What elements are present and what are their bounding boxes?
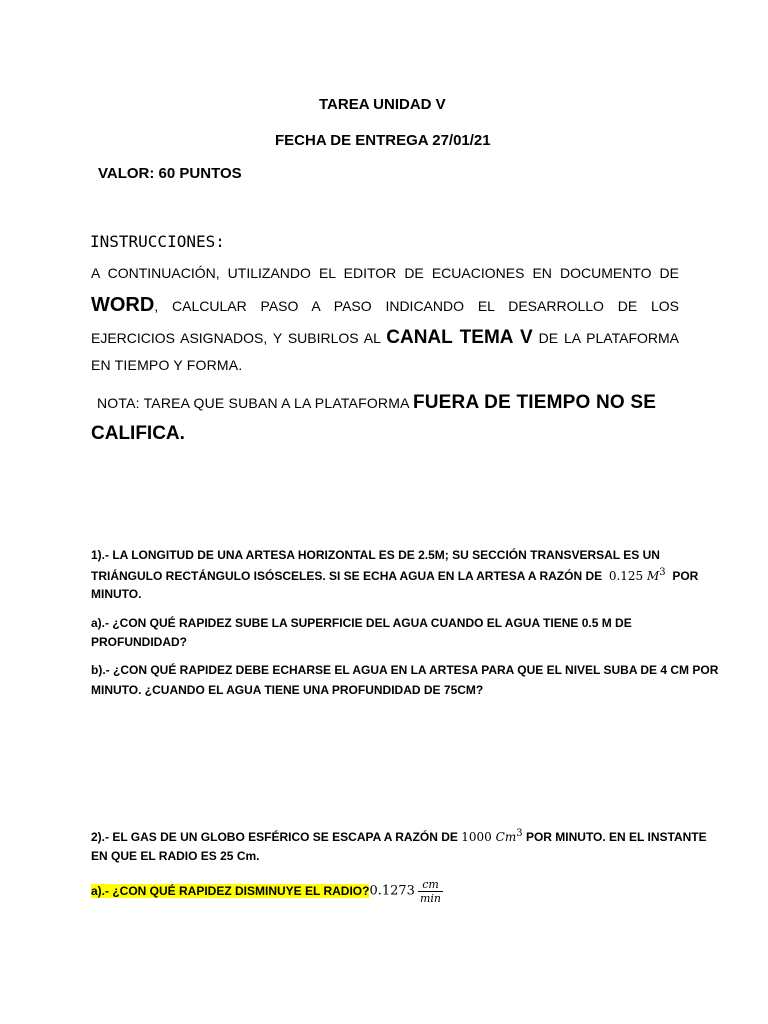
instructions-text: EJERCICIOS ASIGNADOS, Y SUBIRLOS AL (91, 330, 381, 346)
instructions-line-1 (91, 265, 679, 281)
instructions-line-4: EN TIEMPO Y FORMA. (91, 357, 243, 373)
exercise-2a-line (91, 878, 443, 905)
instructions-text: , CALCULAR PASO A PASO INDICANDO EL DESARROLLO DE LOS (154, 298, 679, 314)
exercise-2-text: POR MINUTO. EN EL INSTANTE (525, 830, 707, 844)
due-date: FECHA DE ENTREGA 27/01/21 (275, 132, 491, 149)
instructions-text: A CONTINUACIÓN, UTILIZANDO EL EDITOR DE ECUACIONES EN DOCUMENTO DE (91, 265, 679, 281)
answer-value: 0.1273 (369, 883, 415, 899)
exercise-2-text: 2).- EL GAS DE UN GLOBO ESFÉRICO SE ESCAPA A RAZÓN DE (91, 830, 458, 844)
exercise-1-line-1: 1).- LA LONGITUD DE UNA ARTESA HORIZONTAL ES DE 2.5M; SU SECCIÓN TRANSVERSAL ES UN (91, 548, 660, 562)
instructions-text: DE LA PLATAFORMA (538, 330, 680, 346)
instructions-line-3 (91, 326, 679, 350)
exercise-1-line-2 (91, 567, 698, 583)
gas-rate-unit: Cm (495, 830, 517, 844)
gas-rate-value: 1000 (461, 830, 492, 844)
rate-exponent: 3 (659, 567, 666, 578)
exercise-1-text: POR (672, 569, 699, 583)
rate-value: 0.125 (608, 569, 644, 583)
rate-formula (609, 569, 666, 583)
exercise-1-line-3: MINUTO. (91, 587, 142, 601)
exercise-2-line-2: EN QUE EL RADIO ES 25 Cm. (91, 849, 260, 863)
exercise-1a-line-2: PROFUNDIDAD? (91, 635, 187, 649)
note-emphasis: FUERA DE TIEMPO NO SE (412, 392, 657, 413)
exercise-1-text: TRIÁNGULO RECTÁNGULO ISÓSCELES. SI SE ECHA AGUA EN LA ARTESA A RAZÓN DE (91, 569, 603, 583)
exercise-2-line-1 (91, 828, 707, 844)
gas-rate-exponent: 3 (516, 828, 523, 839)
instructions-heading: INSTRUCCIONES: (90, 232, 225, 251)
instructions-line-2 (91, 292, 679, 319)
note-text: NOTA: TAREA QUE SUBAN A LA PLATAFORMA (97, 395, 409, 411)
exercise-1b-line-2: MINUTO. ¿CUANDO EL AGUA TIENE UNA PROFUNDIDAD DE 75CM? (91, 683, 484, 697)
answer-unit-fraction (418, 878, 443, 905)
note-line-1 (97, 392, 656, 414)
gas-rate-formula (461, 830, 522, 844)
value-points: VALOR: 60 PUNTOS (98, 165, 242, 182)
exercise-1a-line-1: a).- ¿CON QUÉ RAPIDEZ SUBE LA SUPERFICIE DEL AGUA CUANDO EL AGUA TIENE 0.5 M DE (91, 616, 632, 630)
rate-unit: M (647, 569, 660, 583)
answer-unit-denominator: min (419, 892, 442, 905)
note-line-2: CALIFICA. (91, 423, 185, 444)
document-title: TAREA UNIDAD V (319, 96, 446, 113)
word-emphasis: WORD (91, 294, 155, 316)
exercise-1b-line-1: b).- ¿CON QUÉ RAPIDEZ DEBE ECHARSE EL AGUA EN LA ARTESA PARA QUE EL NIVEL SUBA DE 4 CM POR (91, 663, 719, 677)
answer-unit-numerator: cm (418, 878, 443, 892)
canal-emphasis: CANAL TEMA V (386, 327, 533, 348)
highlighted-question: a).- ¿CON QUÉ RAPIDEZ DISMINUYE EL RADIO? (91, 883, 370, 898)
